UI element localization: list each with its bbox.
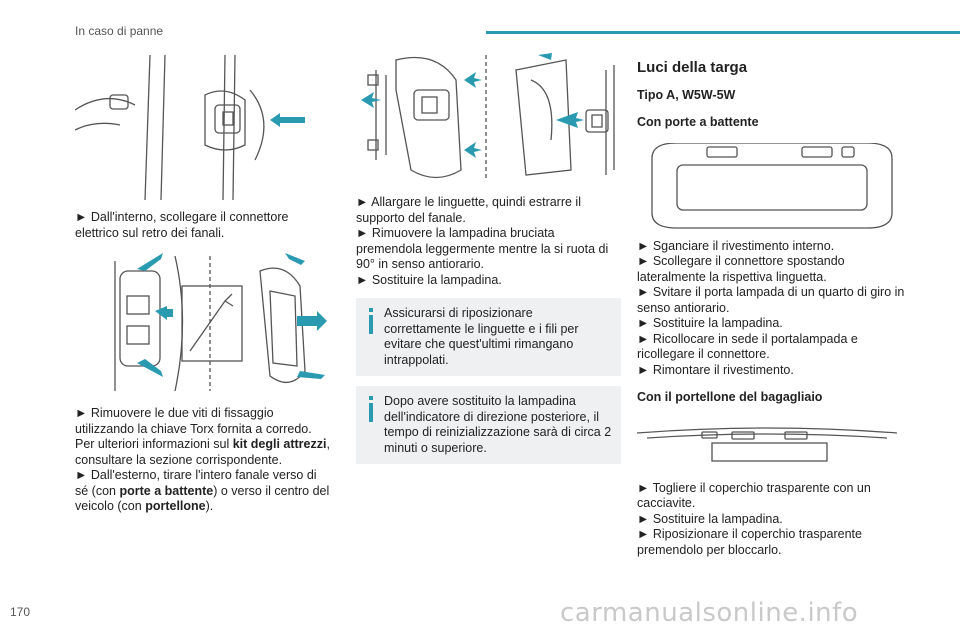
column-right	[637, 50, 907, 558]
plate-light-swing-illustration	[647, 143, 897, 231]
watermark: carmanualsonline.info	[560, 598, 859, 628]
connector-illustration	[75, 50, 330, 200]
tailgate-steps	[637, 481, 907, 559]
swing-step: ► Sganciare il rivestimento interno.	[637, 238, 835, 253]
bulb-type: Tipo A, W5W-5W	[637, 87, 736, 102]
swing-step: ► Ricollocare in sede il portalampada e ricollegare il connettore.	[637, 331, 858, 361]
subsection-swing-doors: Con porte a battente	[637, 115, 759, 129]
page-number: 170	[10, 605, 31, 619]
swing-step: ► Svitare il porta lampada di un quarto di giro in senso antiorario.	[637, 285, 905, 315]
column-middle	[356, 50, 621, 464]
tailgate-step: ► Riposizionare il coperchio trasparente premendolo per bloccarlo.	[637, 527, 862, 557]
step-disconnect-connector: ► Dall'interno, scollegare il connettore elettrico sul retro dei fanali.	[75, 210, 289, 240]
notice-reinit-time-text: Dopo avere sostituito la lampadina dell'indicatore di direzione posteriore, il tempo di reinizializzazione sarà di circa 2 minuti o superiore.	[384, 394, 612, 455]
swing-step: ► Rimontare il rivestimento.	[637, 362, 794, 377]
notice-reinit-time	[356, 386, 621, 464]
subsection-tailgate: Con il portellone del bagagliaio	[637, 390, 823, 404]
lamp-holder-illustration	[356, 50, 621, 185]
info-icon	[365, 396, 377, 422]
tailgate-step: ► Sostituire la lampadina.	[637, 511, 783, 526]
notice-tabs-wires	[356, 298, 621, 376]
tailgate-step: ► Togliere il coperchio trasparente con un cacciavite.	[637, 480, 871, 510]
column-left	[75, 50, 330, 515]
swing-step: ► Sostituire la lampadina.	[637, 316, 783, 330]
info-icon	[365, 308, 377, 334]
torx-removal-illustration	[75, 251, 330, 396]
step-pull-light: ► Dall'esterno, tirare l'intero fanale verso di sé (con porte a battente) o verso il centro del veicolo (con portellone).	[75, 468, 330, 513]
header-accent-bar	[486, 31, 960, 34]
swing-doors-steps	[637, 239, 907, 379]
tool-kit-reference: Per ulteriori informazioni sul kit degli attrezzi, consultare la sezione corrispondente.	[75, 437, 330, 467]
section-header: In caso di panne	[75, 24, 164, 38]
plate-light-tailgate-illustration	[637, 418, 897, 463]
notice-tabs-wires-text: Assicurarsi di riposizionare correttamente le linguette e i fili per evitare che quest'ultimi rimangano intrappolati.	[384, 306, 579, 367]
section-title: Luci della targa	[637, 59, 748, 76]
swing-step: ► Scollegare il connettore spostando lateralmente la rispettiva linguetta.	[637, 254, 845, 284]
step-widen-tabs: ► Allargare le linguette, quindi estrarre il supporto del fanale.	[356, 195, 581, 225]
step-replace-bulb: ► Sostituire la lampadina.	[356, 272, 502, 287]
step-remove-screws: ► Rimuovere le due viti di fissaggio utilizzando la chiave Torx fornita a corredo.	[75, 406, 312, 436]
step-remove-bulb: ► Rimuovere la lampadina bruciata premendola leggermente mentre la si ruota di 90° in senso antiorario.	[356, 226, 609, 271]
